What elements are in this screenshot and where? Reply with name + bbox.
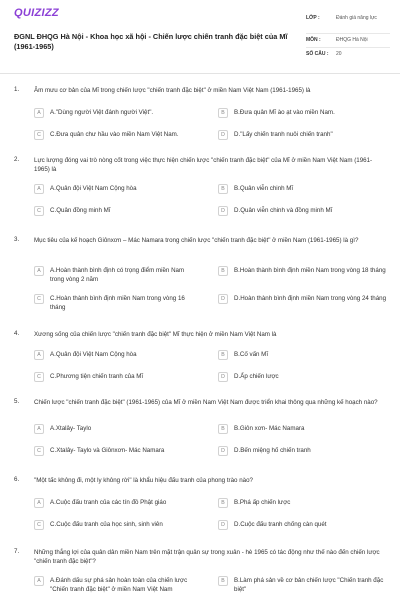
meta-count-value: 20: [336, 51, 342, 57]
question-number: 6.: [14, 476, 20, 483]
option-text: D."Lấy chiến tranh nuôi chiến tranh": [234, 131, 333, 138]
option-c[interactable]: [34, 206, 194, 216]
option-text: C.Xtalây- Taylo và Giônxơn- Mác Namara: [50, 447, 165, 454]
option-text: A."Dùng người Việt đánh người Việt".: [50, 109, 154, 116]
option-text: C.Quân đồng minh Mĩ: [50, 207, 111, 214]
option-letter: B: [218, 108, 228, 118]
option-text: C.Đưa quân chư hầu vào miền Nam Việt Nam.: [50, 131, 179, 138]
option-a[interactable]: [34, 184, 194, 194]
option-letter: A: [34, 576, 44, 586]
option-b[interactable]: [218, 350, 388, 360]
option-c[interactable]: [34, 130, 194, 140]
question-text: Âm mưu cơ bản của Mĩ trong chiến lược "chiến tranh đặc biệt" ở miền Nam Việt Nam (1961-1965) là: [34, 87, 311, 94]
option-text: C.Hoàn thành bình định miền Nam trong vòng 16 tháng: [50, 295, 185, 311]
option-text: B.Hoàn thành bình định miền Nam trong vòng 18 tháng: [234, 267, 386, 274]
question-number: 5.: [14, 398, 20, 405]
question-number: 4.: [14, 330, 20, 337]
document-title: ĐGNL ĐHQG Hà Nội - Khoa học xã hội - Chiến lược chiến tranh đặc biệt của Mĩ (1961-1965): [14, 32, 288, 51]
option-d[interactable]: [218, 372, 388, 382]
option-b[interactable]: [218, 576, 388, 594]
question-text: Những thắng lợi của quân dân miền Nam trên mặt trận quân sự trong xuân - hè 1965 có tác động như thế nào đến chiến lược "chiến tranh đặc biệt"?: [34, 549, 380, 565]
question-number: 3.: [14, 236, 20, 243]
option-c[interactable]: [34, 446, 194, 456]
question-number: 1.: [14, 86, 20, 93]
question-number: 2.: [14, 156, 20, 163]
meta-subject: [306, 34, 390, 48]
option-text: A.Quân đội Việt Nam Cộng hòa: [50, 351, 137, 358]
option-letter: B: [218, 576, 228, 586]
option-letter: D: [218, 446, 228, 456]
option-d[interactable]: [218, 130, 388, 140]
option-text: B.Đưa quân Mĩ ào ạt vào miền Nam.: [234, 109, 335, 116]
question-text: Mục tiêu của kế hoạch Giônxơn – Mác Namara trong chiến lược "chiến tranh đặc biệt" ở miền Nam (1961-1965) là gì?: [34, 237, 359, 244]
option-letter: D: [218, 130, 228, 140]
option-d[interactable]: [218, 520, 388, 530]
option-text: D.Bến miệng hố chiến tranh: [234, 447, 311, 454]
meta-count: [306, 48, 390, 62]
question-text: Xương sống của chiến lược "chiến tranh đặc biệt" Mĩ thực hiện ở miền Nam Việt Nam là: [34, 331, 277, 338]
option-b[interactable]: [218, 184, 388, 194]
option-b[interactable]: [218, 424, 388, 434]
option-text: D.Hoàn thành bình định miền Nam trong vòng 24 tháng: [234, 295, 387, 302]
meta-class-label: LỚP :: [306, 15, 320, 21]
option-text: A.Xtalây- Taylo: [50, 425, 92, 432]
option-letter: A: [34, 266, 44, 276]
option-letter: C: [34, 130, 44, 140]
option-letter: A: [34, 424, 44, 434]
option-letter: D: [218, 206, 228, 216]
meta-subject-label: MÔN :: [306, 37, 321, 43]
option-a[interactable]: [34, 498, 194, 508]
option-b[interactable]: [218, 108, 388, 118]
question-text: Lực lượng đóng vai trò nòng cốt trong việc thực hiện chiến lược "chiến tranh đặc biệt" của Mĩ ở miền Nam Việt Nam (1961-1965) là: [34, 157, 373, 173]
option-a[interactable]: [34, 350, 194, 360]
option-text: C.Phương tiện chiến tranh của Mĩ: [50, 373, 144, 380]
option-letter: C: [34, 520, 44, 530]
option-text: A.Đánh dấu sự phá sản hoàn toàn của chiến lược "Chiến tranh đặc biệt" ở miền Nam Việt Nam: [50, 577, 188, 593]
option-d[interactable]: [218, 206, 388, 216]
option-letter: A: [34, 108, 44, 118]
option-letter: C: [34, 446, 44, 456]
option-letter: B: [218, 424, 228, 434]
meta-count-label: SỐ CÂU :: [306, 51, 329, 57]
option-letter: B: [218, 266, 228, 276]
option-c[interactable]: [34, 294, 194, 312]
option-letter: C: [34, 372, 44, 382]
question-text: Chiến lược "chiến tranh đặc biệt" (1961-1965) của Mĩ ở miền Nam Việt Nam được triển khai thông qua những kế hoạch nào?: [34, 399, 378, 406]
option-letter: A: [34, 350, 44, 360]
option-text: B.Làm phá sản về cơ bản chiến lược "Chiến tranh đặc biệt": [234, 577, 384, 593]
option-letter: D: [218, 372, 228, 382]
option-a[interactable]: [34, 576, 194, 594]
option-d[interactable]: [218, 294, 388, 304]
meta-class: [306, 12, 390, 34]
option-letter: D: [218, 520, 228, 530]
meta-subject-value: ĐHQG Hà Nội: [336, 37, 368, 43]
option-text: B.Giôn xơn- Mác Namara: [234, 425, 305, 432]
question-number: 7.: [14, 548, 20, 555]
option-letter: D: [218, 294, 228, 304]
option-letter: B: [218, 350, 228, 360]
option-text: B.Quân viễn chinh Mĩ: [234, 185, 294, 192]
option-text: A.Quân đội Việt Nam Cộng hòa: [50, 185, 137, 192]
option-text: B.Phá ấp chiến lược: [234, 499, 291, 506]
option-letter: A: [34, 498, 44, 508]
option-d[interactable]: [218, 446, 388, 456]
option-letter: B: [218, 184, 228, 194]
option-text: B.Cố vấn Mĩ: [234, 351, 269, 358]
meta-box: [306, 12, 390, 62]
option-c[interactable]: [34, 520, 194, 530]
option-b[interactable]: [218, 498, 388, 508]
worksheet-header: [0, 0, 400, 74]
option-a[interactable]: [34, 424, 194, 434]
option-a[interactable]: [34, 108, 194, 118]
option-a[interactable]: [34, 266, 194, 284]
question-text: "Một tấc không đi, một ly không rời" là khẩu hiệu đấu tranh của phong trào nào?: [34, 477, 253, 484]
option-letter: C: [34, 206, 44, 216]
option-text: D.Cuộc đấu tranh chống càn quét: [234, 521, 327, 528]
option-letter: C: [34, 294, 44, 304]
option-b[interactable]: [218, 266, 388, 276]
option-text: D.Ấp chiến lược: [234, 373, 279, 380]
option-text: A.Cuộc đấu tranh của các tín đồ Phật giáo: [50, 499, 167, 506]
option-letter: A: [34, 184, 44, 194]
option-text: A.Hoàn thành bình định có trọng điểm miền Nam trong vòng 2 năm: [50, 267, 185, 283]
option-text: C.Cuộc đấu tranh của học sinh, sinh viên: [50, 521, 163, 528]
quizizz-logo: QUIZIZZ: [14, 7, 59, 19]
option-letter: B: [218, 498, 228, 508]
option-c[interactable]: [34, 372, 194, 382]
option-text: D.Quân viễn chinh và đồng minh Mĩ: [234, 207, 333, 214]
meta-class-value: Đánh giá năng lực: [336, 15, 377, 21]
